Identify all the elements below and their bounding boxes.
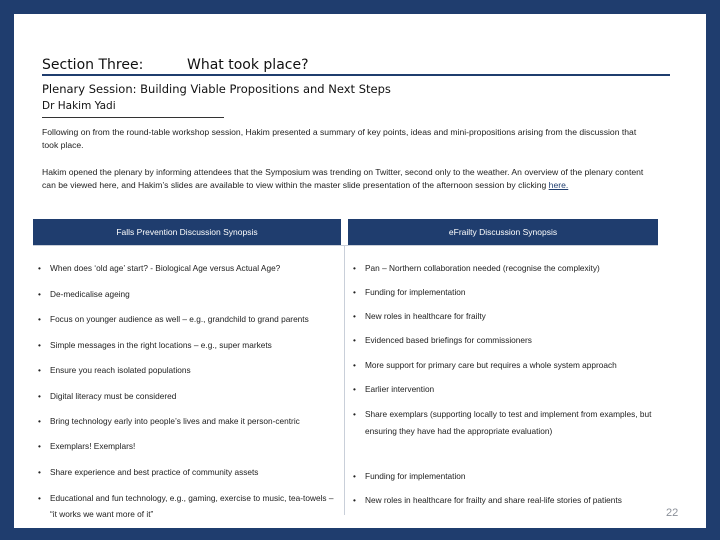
bullet-icon: •: [353, 384, 356, 394]
bullet-icon: •: [38, 391, 41, 401]
speaker-name: Dr Hakim Yadi: [42, 100, 116, 112]
list-item: • More support for primary care but requires a whole system approach: [353, 358, 658, 373]
bullet-icon: •: [353, 360, 356, 370]
list-item: • Earlier intervention: [353, 382, 658, 397]
bullet-icon: •: [353, 495, 356, 505]
speaker-divider: [42, 117, 224, 118]
list-item: • New roles in healthcare for frailty and share real-life stories of patients: [353, 493, 658, 508]
bullet-icon: •: [38, 441, 41, 451]
bullet-icon: •: [38, 365, 41, 375]
list-item: • Evidenced based briefings for commissioners: [353, 333, 658, 348]
list-item: • When does ‘old age’ start? - Biological Age versus Actual Age?: [38, 261, 338, 276]
list-item: • Focus on younger audience as well – e.g., grandchild to grand parents: [38, 312, 338, 327]
list-item: • New roles in healthcare for frailty: [353, 309, 658, 324]
page-number: 22: [666, 507, 679, 519]
bullet-icon: •: [38, 289, 41, 299]
list-item: • Pan – Northern collaboration needed (recognise the complexity): [353, 261, 658, 276]
bullet-icon: •: [353, 335, 356, 345]
bullet-icon: •: [353, 311, 356, 321]
list-item: • Share exemplars (supporting locally to test and implement from examples, but ensuring they have had the appropriate evaluation): [353, 406, 658, 440]
list-item: • Simple messages in the right locations – e.g., super markets: [38, 338, 338, 353]
list-item: • Bring technology early into people’s lives and make it person-centric: [38, 414, 338, 429]
slides-link[interactable]: here.: [548, 180, 569, 190]
bullet-icon: •: [38, 493, 41, 503]
bullet-icon: •: [38, 263, 41, 273]
falls-header: Falls Prevention Discussion Synopsis: [33, 219, 341, 245]
section-header: [42, 42, 670, 76]
list-item: • Ensure you reach isolated populations: [38, 363, 338, 378]
bullet-icon: •: [38, 314, 41, 324]
bullet-icon: •: [353, 287, 356, 297]
plenary-title: Plenary Session: Building Viable Propositions and Next Steps: [42, 82, 391, 96]
list-item: • De-medicalise ageing: [38, 287, 338, 302]
bullet-icon: •: [353, 471, 356, 481]
list-item: • Funding for implementation: [353, 285, 658, 300]
list-item: • Funding for implementation: [353, 469, 658, 484]
section-title: What took place?: [187, 57, 309, 73]
bullet-icon: •: [38, 416, 41, 426]
list-item: • Digital literacy must be considered: [38, 389, 338, 404]
table-header-divider: [33, 245, 658, 246]
bullet-icon: •: [38, 467, 41, 477]
column-divider: [344, 245, 345, 515]
twitter-paragraph-text: Hakim opened the plenary by informing attendees that the Symposium was trending on Twitter, second only to the weather. An overview of the plenary content can be viewed here, and Hakim’s slides are available to view within the master slide presentation of the afternoon session by clicking: [42, 167, 644, 190]
section-label: Section Three:: [42, 57, 144, 73]
list-item: • Educational and fun technology, e.g., gaming, exercise to music, tea-towels – “it works we want more of it”: [38, 490, 338, 522]
twitter-paragraph: [42, 166, 652, 192]
bullet-icon: •: [353, 409, 356, 419]
list-item: • Share experience and best practice of community assets: [38, 465, 338, 480]
bullet-icon: •: [38, 340, 41, 350]
bullet-icon: •: [353, 263, 356, 273]
list-item: • Exemplars! Exemplars!: [38, 439, 338, 454]
efrailty-header: eFrailty Discussion Synopsis: [348, 219, 658, 245]
intro-paragraph: Following on from the round-table workshop session, Hakim presented a summary of key points, ideas and mini-propositions arising from the discussion that took place.: [42, 127, 637, 150]
